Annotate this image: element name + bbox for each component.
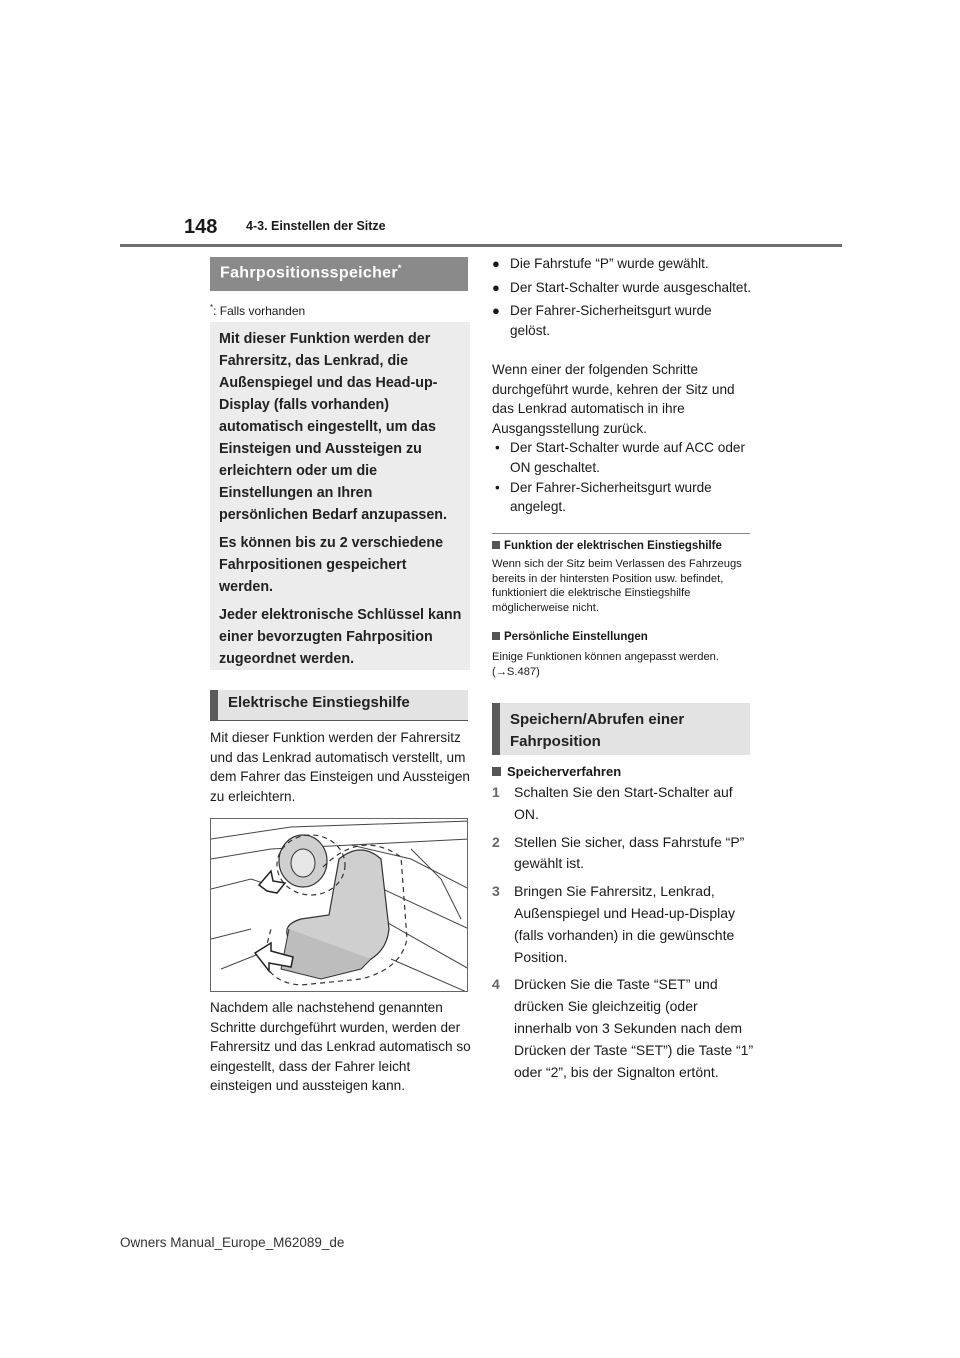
list-item-text: Der Start-Schalter wurde auf ACC oder ON geschaltet. [510,440,745,475]
step-item [492,782,754,826]
square-icon [492,632,500,640]
square-icon [492,767,501,776]
heading-fahrpositionsspeicher [210,257,468,291]
seat-illustration-svg [211,819,468,992]
heading-speichern-abrufen: Speichern/Abrufen einer Fahrposition [492,703,750,755]
step-item [492,974,754,1083]
note-heading-persoenlich [492,631,754,643]
condition-list [492,254,752,344]
list-item [492,278,752,298]
note-heading-text: Persönliche Einstellungen [504,631,648,643]
notes-divider [492,533,750,534]
square-icon [492,541,500,549]
heading-underline [210,720,468,721]
intro-paragraph-2: Es können bis zu 2 verschiedene Fahrpositionen gespeichert werden. [219,535,444,595]
footnote-mark: * [210,303,214,312]
step-number: 3 [492,883,500,900]
intro-box [210,322,470,670]
list-item [492,301,752,340]
note-heading-einstiegshilfe [492,540,754,552]
footnote [210,303,305,318]
step-item [492,832,754,876]
speicherverfahren-text: Speicherverfahren [507,764,622,779]
note-text-einstiegshilfe: Wenn sich der Sitz beim Verlassen des Fahrzeugs bereits in der hintersten Position usw. befindet, funktioniert die elektrische Einstiegshilfe möglicherweise nicht. [492,558,742,614]
heading-footnote-mark: * [397,263,402,273]
intro-paragraph-3: Jeder elektronische Schlüssel kann einer bevorzugten Fahrposition zugeordnet werden. [219,607,462,667]
nachdem-paragraph: Nachdem alle nachstehend genannten Schritte durchgeführt wurden, werden der Fahrersitz und das Lenkrad automatisch so eingestellt, dass der Fahrer leicht einsteigen und aussteigen kann. [210,1000,471,1094]
step-number: 2 [492,833,500,850]
footer-text: Owners Manual_Europe_M62089_de [120,1235,345,1250]
heading-elektrische-einstiegshilfe: Elektrische Einstiegshilfe [210,690,468,720]
step-text: Schalten Sie den Start-Schalter auf ON. [514,784,733,822]
seat-illustration [210,818,468,992]
page-number: 148 [184,216,218,238]
dot-icon: • [495,440,500,456]
heading-fahrpositionsspeicher-text: Fahrpositionsspeicher [220,264,398,282]
bullet-icon: ● [492,279,500,295]
footnote-text: : Falls vorhanden [213,304,306,318]
list-item [492,478,752,517]
bullet-icon: ● [492,303,500,319]
section-title: 4-3. Einstellen der Sitze [246,219,386,233]
list-item-text: Die Fahrstufe “P” wurde gewählt. [510,256,709,271]
step-text: Bringen Sie Fahrersitz, Lenkrad, Außenspiegel und Head-up-Display (falls vorhanden) in die gewünschte Position. [514,883,736,965]
step-text: Drücken Sie die Taste “SET” und drücken Sie gleichzeitig (oder innerhalb von 3 Sekunden nach dem Drücken der Taste “SET”) die Taste “1” oder “2”, bis der Signalton ertönt. [514,976,754,1080]
step-item [492,881,754,968]
speicherverfahren-heading [492,764,621,779]
einstieg-paragraph: Mit dieser Funktion werden der Fahrersitz und das Lenkrad automatisch verstellt, um dem Fahrer das Einsteigen und Aussteigen zu erleichtern. [210,730,470,804]
header-divider [120,244,842,247]
intro-paragraph-1: Mit dieser Funktion werden der Fahrersitz, das Lenkrad, die Außenspiegel und das Head-up-Display (falls vorhanden) automatisch eingestellt, um das Einsteigen und Aussteigen zu erleichtern oder um die Einstellungen an Ihren persönlichen Bedarf anzupassen. [219,331,448,523]
list-item [492,254,752,274]
step-number: 4 [492,976,500,993]
list-item-text: Der Fahrer-Sicherheitsgurt wurde gelöst. [510,303,712,338]
list-item [492,438,752,477]
step-text: Stellen Sie sicher, dass Fahrstufe “P” gewählt ist. [514,833,745,872]
steps-list [492,782,754,1089]
bullet-icon: ● [492,256,500,271]
note-heading-text: Funktion der elektrischen Einstiegshilfe [504,540,722,552]
step-number: 1 [492,784,500,800]
note-text-persoenlich: Einige Funktionen können angepasst werden. (→S.487) [492,651,720,678]
wenn-paragraph: Wenn einer der folgenden Schritte durchgeführt wurde, kehren der Sitz und das Lenkrad automatisch in ihre Ausgangsstellung zurück. [492,362,735,436]
list-item-text: Der Fahrer-Sicherheitsgurt wurde angelegt. [510,479,712,515]
wenn-block [492,360,752,517]
dot-icon: • [495,479,500,495]
list-item-text: Der Start-Schalter wurde ausgeschaltet. [510,279,752,295]
